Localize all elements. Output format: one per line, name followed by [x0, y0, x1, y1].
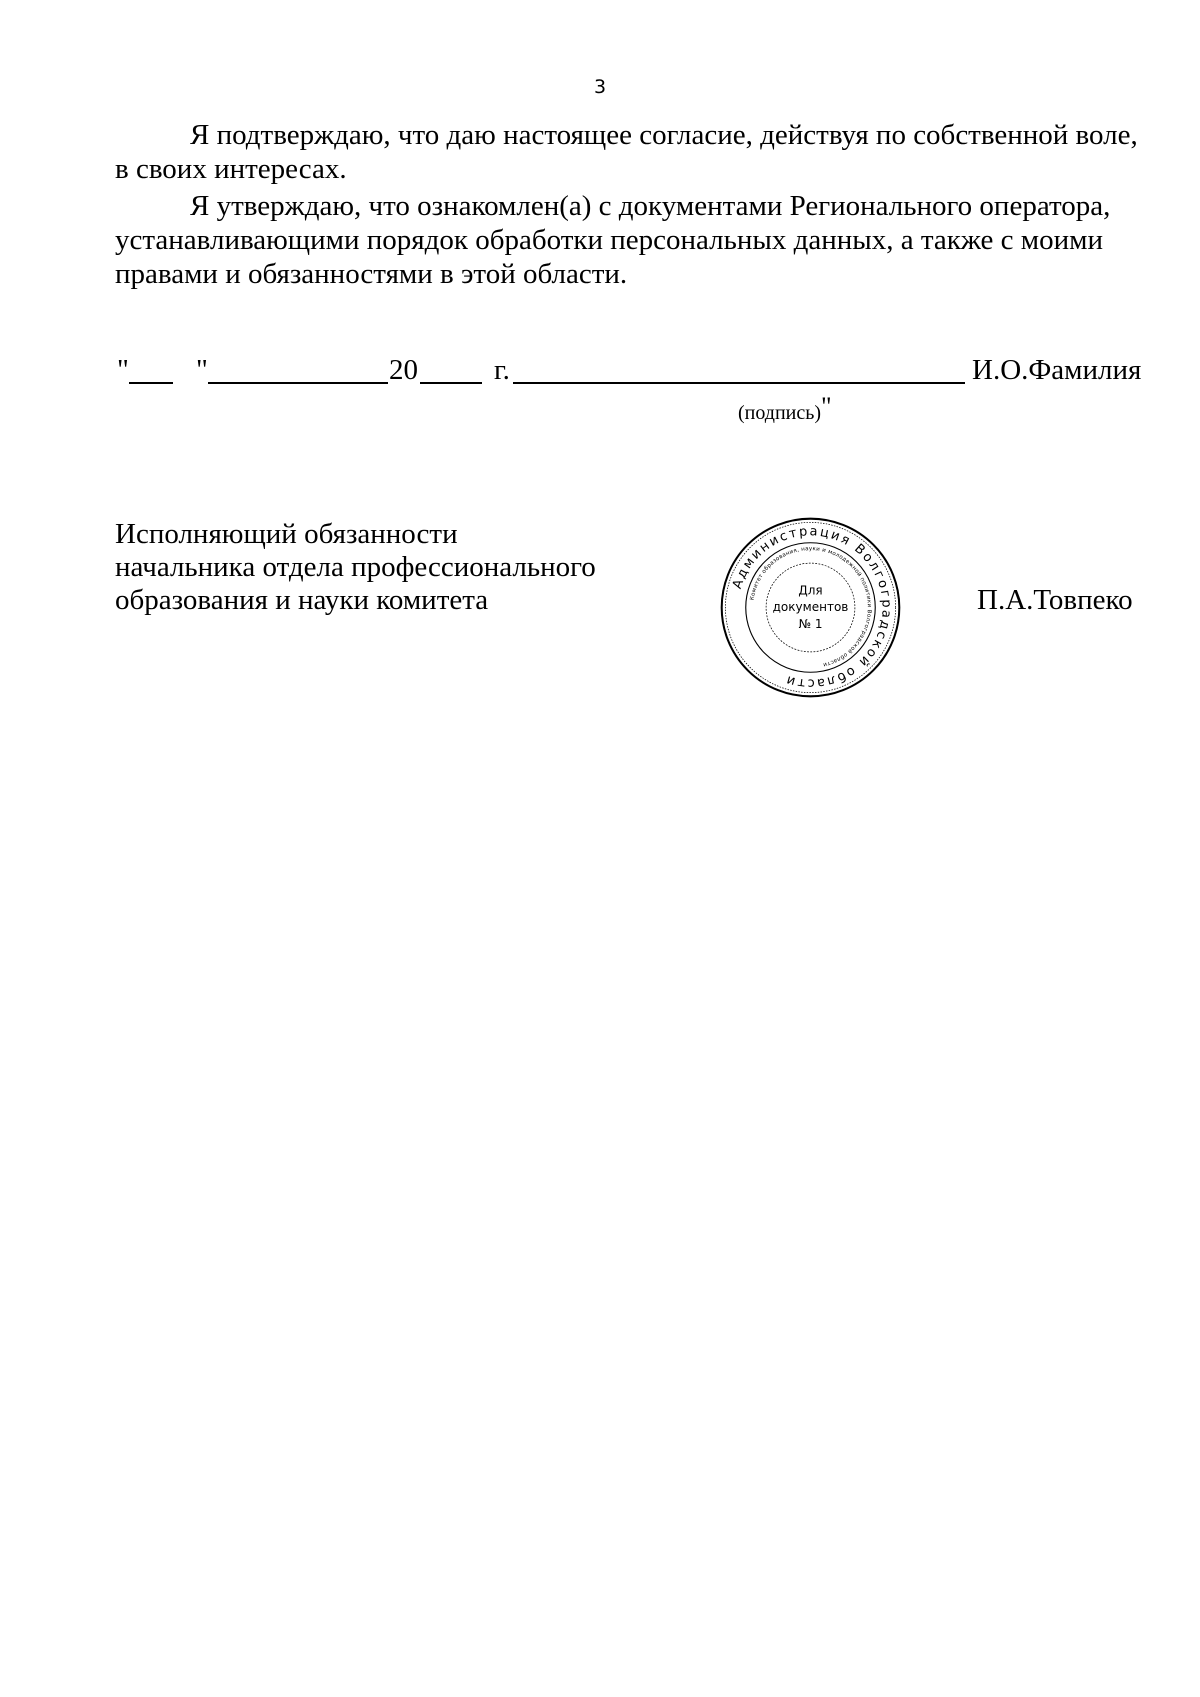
official-title-line-1: Исполняющий обязанности	[115, 518, 458, 550]
signature-caption	[738, 392, 832, 425]
year-blank	[420, 382, 482, 384]
seal-center-line-2: документов	[772, 600, 849, 615]
consent-line-2: в своих интересах.	[115, 153, 347, 185]
open-quote: "	[117, 354, 129, 386]
official-name: П.А.Товпеко	[977, 584, 1133, 616]
official-title-line-2: начальника отдела профессионального	[115, 551, 596, 583]
ack-line-1	[115, 189, 1145, 223]
close-quote: "	[196, 354, 208, 386]
seal-inner-text: Комитет образования, науки и молодежной политики Волгоградской области	[749, 546, 872, 668]
consent-line-1	[115, 118, 1145, 152]
consent-paragraph	[115, 118, 1145, 186]
signature-caption-quote: "	[821, 392, 832, 421]
official-title-line-3: образования и науки комитета	[115, 584, 489, 616]
signature-caption-text: (подпись)	[738, 402, 822, 424]
date-signature-line	[115, 354, 1145, 390]
signer-name: И.О.Фамилия	[972, 354, 1142, 386]
month-blank	[208, 382, 388, 384]
seal-outer-text: Администрация Волгоградской области	[729, 524, 894, 691]
official-title	[115, 518, 635, 617]
consent-line-1-text: Я подтверждаю, что даю настоящее согласие, действуя по собственной воле,	[190, 119, 1138, 151]
ack-line-1-text: Я утверждаю, что ознакомлен(а) с документами Регионального оператора,	[190, 190, 1111, 222]
ack-line-3: правами и обязанностями в этой области.	[115, 258, 628, 290]
official-seal-icon	[718, 515, 903, 700]
century: 20	[389, 354, 418, 386]
seal-center-line-1: Для	[798, 583, 823, 598]
year-suffix: г.	[494, 354, 510, 386]
seal-center-line-3: № 1	[798, 616, 823, 631]
signature-blank	[513, 382, 965, 384]
ack-line-2: устанавливающими порядок обработки персональных данных, а также с моими	[115, 224, 1104, 256]
day-blank	[129, 382, 173, 384]
acknowledgement-paragraph	[115, 189, 1145, 291]
page-number: 3	[593, 76, 607, 98]
